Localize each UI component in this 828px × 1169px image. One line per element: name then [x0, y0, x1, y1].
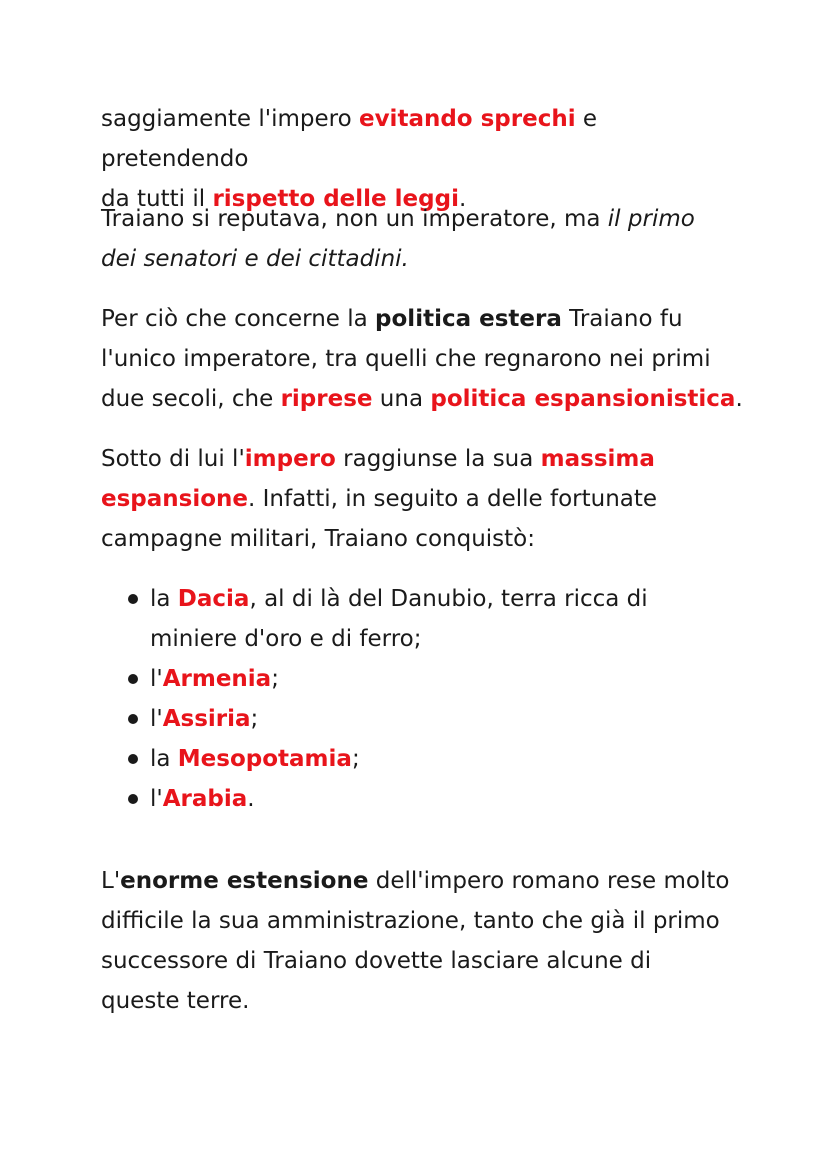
text: miniere d'oro e di ferro; — [150, 626, 422, 652]
text: Traiano fu — [561, 306, 683, 332]
highlight-riprese: riprese — [280, 386, 373, 412]
conquests-list — [101, 579, 751, 819]
paragraph-line — [101, 299, 751, 339]
text: dell'impero romano rese molto — [368, 868, 730, 894]
list-item — [101, 659, 751, 699]
text: ; — [351, 746, 360, 772]
text: . Infatti, in seguito a delle fortunate — [248, 486, 658, 512]
paragraph-line: successore di Traiano dovette lasciare alcune di — [101, 948, 652, 974]
paragraph-politica-estera — [101, 299, 751, 419]
text: . — [458, 186, 467, 212]
paragraph-line: queste terre. — [101, 988, 250, 1014]
paragraph-line — [101, 439, 751, 479]
paragraph-traiano-senatori — [101, 199, 751, 279]
paragraph-line — [101, 199, 751, 239]
paragraph-line: campagne militari, Traiano conquistò: — [101, 526, 535, 552]
text: Sotto di lui l' — [101, 446, 245, 472]
paragraph-enorme-estensione — [101, 861, 751, 1021]
text: ; — [271, 666, 279, 692]
paragraph-line: l'unico imperatore, tra quelli che regnarono nei primi — [101, 346, 711, 372]
paragraph-line — [101, 479, 751, 519]
paragraph-line — [101, 379, 751, 419]
text: l' — [150, 786, 163, 812]
text: L' — [101, 868, 121, 894]
list-item — [101, 779, 751, 819]
highlight-massima: massima — [540, 446, 655, 472]
bullet-icon — [128, 594, 138, 604]
text: Per ciò che concerne la — [101, 306, 376, 332]
paragraph-line — [101, 99, 751, 179]
text: Traiano si reputava, non un imperatore, ma — [101, 206, 608, 232]
text: la — [150, 586, 178, 612]
text: saggiamente l'impero — [101, 106, 359, 132]
bold-enorme-estensione: enorme estensione — [120, 868, 369, 894]
highlight-impero: impero — [244, 446, 336, 472]
text: raggiunse la sua — [335, 446, 541, 472]
text: . — [735, 386, 743, 412]
text: l' — [150, 666, 163, 692]
bullet-icon — [128, 754, 138, 764]
list-item — [101, 699, 751, 739]
highlight-mesopotamia: Mesopotamia — [177, 746, 352, 772]
italic-text: il primo — [607, 206, 695, 232]
text: . — [247, 786, 255, 812]
bullet-icon — [128, 714, 138, 724]
highlight-espansione: espansione — [101, 486, 248, 512]
highlight-rispetto-leggi: rispetto delle leggi — [212, 186, 459, 212]
text: due secoli, che — [101, 386, 281, 412]
highlight-politica-espansionistica: politica espansionistica — [430, 386, 736, 412]
text: la — [150, 746, 178, 772]
paragraph-line: difficile la sua amministrazione, tanto che già il primo — [101, 908, 720, 934]
paragraph-massima-espansione — [101, 439, 751, 559]
highlight-dacia: Dacia — [177, 586, 250, 612]
highlight-armenia: Armenia — [162, 666, 272, 692]
text: e pretendendo — [101, 106, 598, 172]
bold-politica-estera: politica estera — [375, 306, 562, 332]
paragraph-line — [101, 861, 751, 901]
text: ; — [250, 706, 259, 732]
text: , al di là del Danubio, terra ricca di — [249, 586, 648, 612]
highlight-arabia: Arabia — [162, 786, 248, 812]
text: una — [372, 386, 431, 412]
text: l' — [150, 706, 163, 732]
list-item — [101, 739, 751, 779]
highlight-evitando-sprechi: evitando sprechi — [358, 106, 576, 132]
text: da tutti il — [101, 186, 213, 212]
list-item — [101, 579, 751, 659]
bullet-icon — [128, 794, 138, 804]
highlight-assiria: Assiria — [162, 706, 251, 732]
italic-line: dei senatori e dei cittadini. — [101, 246, 409, 272]
bullet-icon — [128, 674, 138, 684]
